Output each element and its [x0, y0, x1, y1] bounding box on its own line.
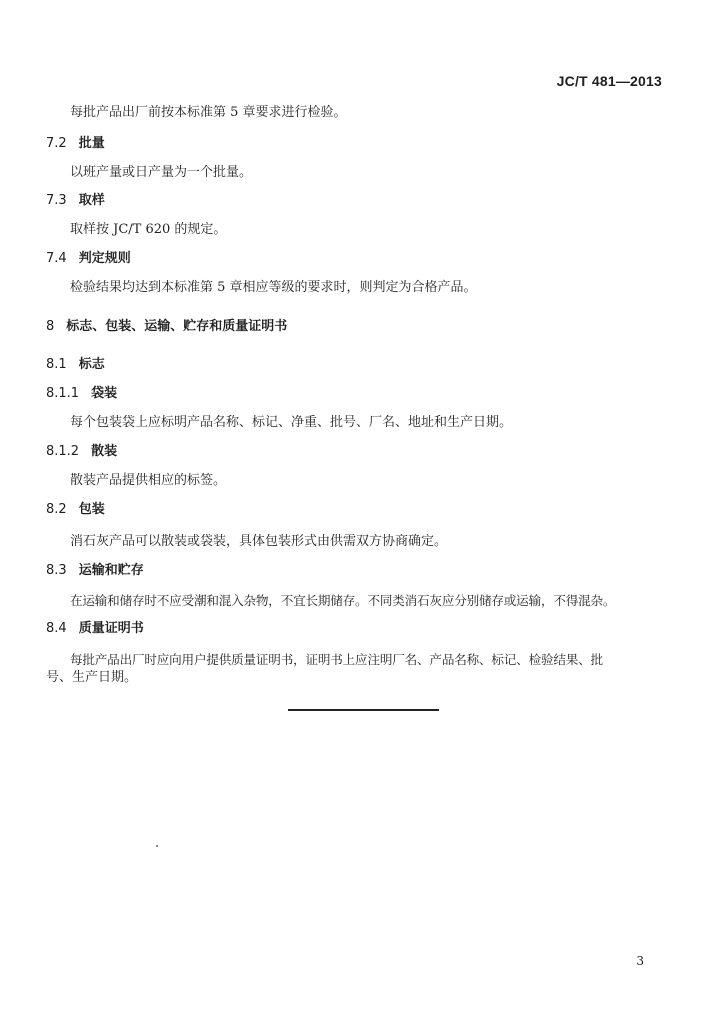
chapter-title: 标志、包装、运输、贮存和质量证明书	[66, 319, 288, 334]
section-title: 判定规则	[78, 251, 131, 266]
section-number: 8.1.1	[46, 386, 80, 401]
paragraph-7-4: 检验结果均达到本标准第 5 章相应等级的要求时，则判定为合格产品。	[70, 280, 477, 295]
section-heading-8-1-2	[46, 443, 117, 461]
section-heading-8-2	[46, 501, 105, 519]
section-number: 8.1.2	[46, 444, 80, 459]
section-heading-7-4	[46, 250, 131, 268]
paragraph-8-4-line-1: 每批产品出厂时应向用户提供质量证明书，证明书上应注明厂名、产品名称、标记、检验结果、批	[70, 652, 603, 667]
paragraph-8-4-line-2: 号、生产日期。	[46, 670, 138, 685]
page-number: 3	[636, 954, 644, 968]
section-heading-7-3	[46, 192, 105, 210]
section-title: 质量证明书	[78, 621, 144, 636]
section-heading-8-4	[46, 620, 144, 638]
section-heading-8-3	[46, 562, 144, 580]
section-number: 8.4	[46, 621, 67, 636]
section-heading-8-1-1	[46, 385, 117, 403]
paragraph-7-1-continuation: 每批产品出厂前按本标准第 5 章要求进行检验。	[70, 105, 347, 120]
scan-speck	[156, 845, 158, 847]
section-title: 批量	[78, 136, 105, 151]
paragraph-7-2: 以班产量或日产量为一个批量。	[70, 165, 253, 180]
paragraph-8-2: 消石灰产品可以散装或袋装，具体包装形式由供需双方协商确定。	[70, 534, 448, 549]
paragraph-8-1-1: 每个包装袋上应标明产品名称、标记、净重、批号、厂名、地址和生产日期。	[70, 415, 513, 430]
section-number: 7.2	[46, 136, 67, 151]
section-title: 运输和贮存	[78, 563, 144, 578]
section-number: 8.1	[46, 357, 67, 372]
section-title: 散装	[91, 444, 118, 459]
paragraph-7-3: 取样按 JC/T 620 的规定。	[70, 222, 227, 237]
section-number: 7.4	[46, 251, 67, 266]
paragraph-8-1-2: 散装产品提供相应的标签。	[70, 473, 227, 488]
document-id: JC/T 481—2013	[556, 73, 662, 89]
chapter-heading-8	[46, 318, 287, 336]
end-of-text-rule	[288, 709, 439, 711]
section-title: 标志	[78, 357, 105, 372]
paragraph-8-3: 在运输和储存时不应受潮和混入杂物，不宜长期储存。不同类消石灰应分别储存或运输，不得混杂。	[70, 593, 616, 608]
section-number: 7.3	[46, 193, 67, 208]
chapter-number: 8	[46, 319, 55, 334]
section-title: 袋装	[91, 386, 118, 401]
section-number: 8.3	[46, 563, 67, 578]
section-heading-8-1	[46, 356, 105, 374]
section-heading-7-2	[46, 135, 105, 153]
section-title: 取样	[78, 193, 105, 208]
section-number: 8.2	[46, 502, 67, 517]
section-title: 包装	[78, 502, 105, 517]
